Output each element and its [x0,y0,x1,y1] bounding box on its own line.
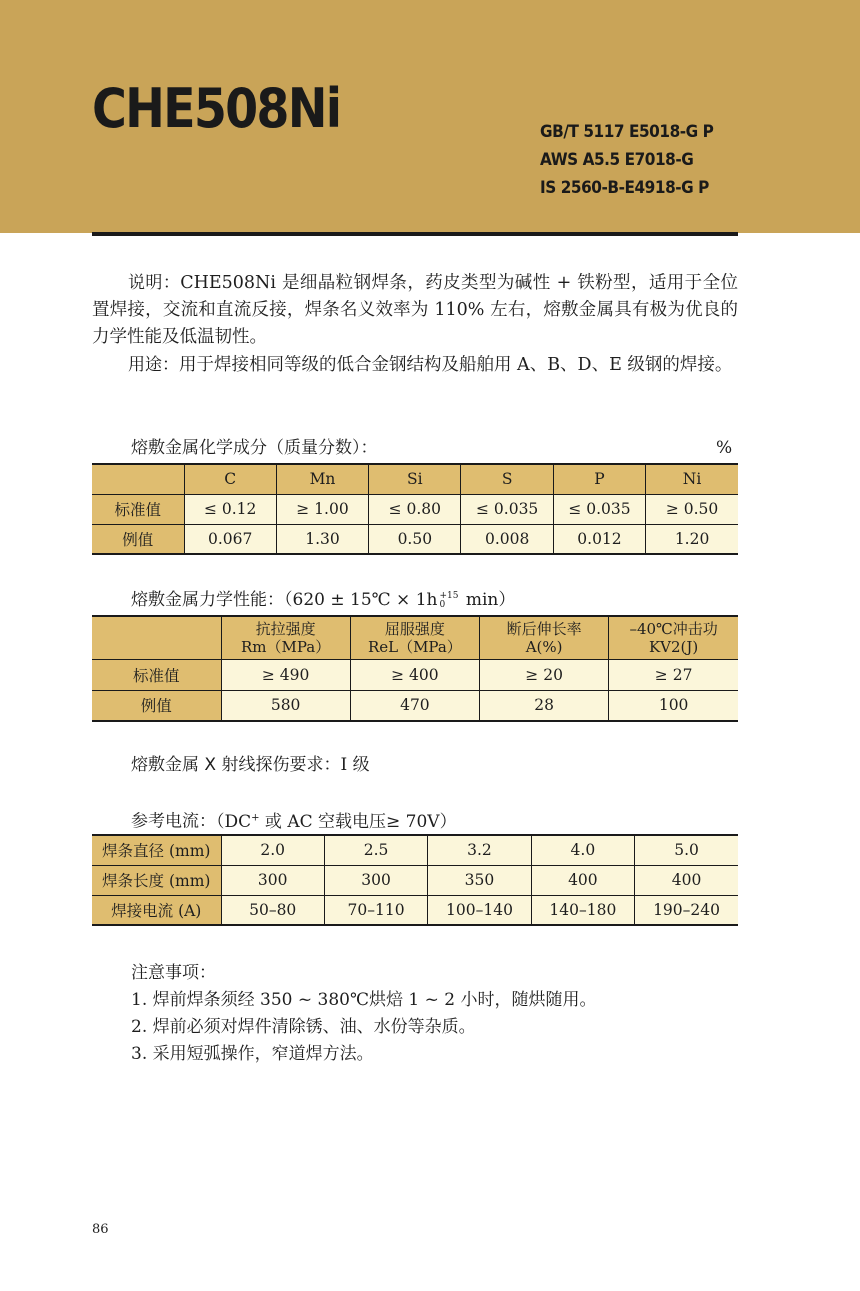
standard-gb: GB/T 5117 E5018-G P [540,122,714,142]
notes-section [131,960,596,1068]
table-cell: 2.5 [324,835,427,865]
row-label: 例值 [92,690,221,721]
table-cell: 50–80 [221,895,324,925]
row-label: 焊条直径 (mm) [92,835,221,865]
table-cell: 1.30 [276,524,368,554]
mechanical-header-row [92,616,738,659]
mechanical-title: 熔敷金属力学性能：（620 ± 15℃ × 1h +15 0 min） [131,590,516,610]
xray-requirement: 熔敷金属 X 射线探伤要求：I 级 [131,755,370,775]
table-row [92,659,738,690]
current-table [92,834,738,926]
table-cell: 0.50 [369,524,461,554]
table-row [92,690,738,721]
description-label: 说明： [128,273,181,293]
table-cell: 28 [480,690,609,721]
table-cell: 580 [221,690,350,721]
chem-col-c: C [184,464,276,494]
table-row [92,494,738,524]
note-item: 3. 采用短弧操作，窄道焊方法。 [131,1044,374,1064]
mech-col-tensile: 抗拉强度 Rm（MPa） [221,616,350,659]
chem-col-ni: Ni [646,464,738,494]
current-condition: （DC+ 或 AC 空载电压≥ 70V） [216,811,457,832]
mech-col-elongation: 断后伸长率 A(%) [480,616,609,659]
table-cell: 350 [428,865,531,895]
table-cell: 470 [350,690,479,721]
header-rule [92,232,738,236]
table-cell: 2.0 [221,835,324,865]
mechanical-table [92,615,738,722]
current-title: 参考电流：（DC+ 或 AC 空载电压≥ 70V） [131,811,457,832]
table-cell: 300 [324,865,427,895]
table-cell: 400 [531,865,634,895]
note-item: 2. 焊前必须对焊件清除锈、油、水份等杂质。 [131,1017,476,1037]
row-label: 焊条长度 (mm) [92,865,221,895]
table-cell: 0.008 [461,524,553,554]
table-cell: 3.2 [428,835,531,865]
chem-col-mn: Mn [276,464,368,494]
table-cell: 4.0 [531,835,634,865]
usage-paragraph [92,352,738,379]
table-cell: 0.012 [553,524,645,554]
table-cell: ≤ 0.12 [184,494,276,524]
table-row [92,895,738,925]
row-label: 焊接电流 (A) [92,895,221,925]
standards-list [540,118,713,202]
table-cell: 0.067 [184,524,276,554]
chemistry-title: 熔敷金属化学成分（质量分数）： [131,438,378,458]
table-cell: ≥ 1.00 [276,494,368,524]
table-corner [92,464,184,494]
table-cell: 300 [221,865,324,895]
table-cell: ≤ 0.035 [553,494,645,524]
table-cell: ≥ 0.50 [646,494,738,524]
chem-col-si: Si [369,464,461,494]
product-title: CHE508Ni [92,77,341,140]
description-text: CHE508Ni 是细晶粒钢焊条，药皮类型为碱性 + 铁粉型，适用于全位置焊接，交流和直流反接，焊条名义效率为 110% 左右，熔敷金属具有极为优良的力学性能及低温韧性。 [92,273,738,347]
table-cell: 400 [635,865,738,895]
chemistry-header-row [92,464,738,494]
xray-value: I 级 [340,755,370,775]
table-cell: 1.20 [646,524,738,554]
table-cell: ≥ 490 [221,659,350,690]
page-number: 86 [92,1222,109,1237]
table-cell: ≥ 20 [480,659,609,690]
notes-title: 注意事项： [131,963,216,983]
mech-col-impact: –40℃冲击功 KV2(J) [609,616,738,659]
standard-is: IS 2560-B-E4918-G P [540,178,709,198]
row-label: 标准值 [92,659,221,690]
mechanical-condition: （620 ± 15℃ × 1h +15 0 min） [284,590,516,610]
table-row [92,835,738,865]
mech-col-yield: 屈服强度 ReL（MPa） [350,616,479,659]
table-cell: ≤ 0.035 [461,494,553,524]
table-cell: 70–110 [324,895,427,925]
chem-col-s: S [461,464,553,494]
table-cell: ≥ 400 [350,659,479,690]
table-cell: 190–240 [635,895,738,925]
table-cell: 140–180 [531,895,634,925]
table-cell: ≥ 27 [609,659,738,690]
table-row [92,865,738,895]
table-row [92,524,738,554]
standard-aws: AWS A5.5 E7018-G [540,150,694,170]
note-item: 1. 焊前焊条须经 350 ~ 380℃烘焙 1 ~ 2 小时，随烘随用。 [131,990,597,1010]
table-cell: ≤ 0.80 [369,494,461,524]
description-paragraph [92,270,738,351]
chem-col-p: P [553,464,645,494]
chemistry-unit: % [716,438,733,458]
row-label: 标准值 [92,494,184,524]
table-corner [92,616,221,659]
table-cell: 100–140 [428,895,531,925]
row-label: 例值 [92,524,184,554]
usage-label: 用途： [128,355,179,375]
table-cell: 5.0 [635,835,738,865]
table-cell: 100 [609,690,738,721]
usage-text: 用于焊接相同等级的低合金钢结构及船舶用 A、B、D、E 级钢的焊接。 [179,355,733,375]
chemistry-table [92,463,738,555]
